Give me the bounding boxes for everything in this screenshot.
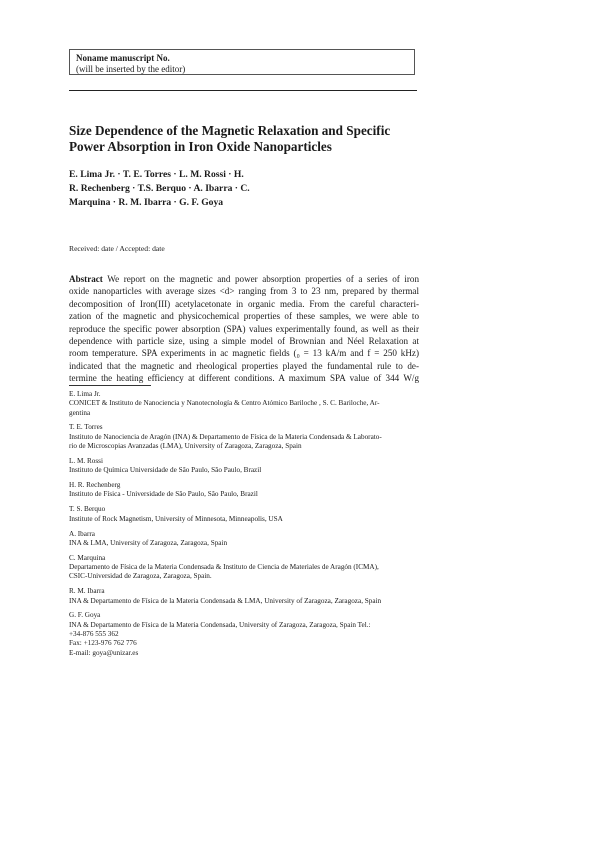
abstract-line: room temperature. SPA experiments in ac magnetic fields (₀ = 13 kA/m and f = 250 kHz) [69,348,419,359]
header-rule [69,90,417,91]
manuscript-number-box [69,49,415,75]
affiliation-address: INA & LMA, University of Zaragoza, Zaragoza, Spain [69,538,228,547]
manuscript-number: Noname manuscript No. [76,53,170,63]
abstract-text: We report on the magnetic and power absorption properties of a series of iron [107,274,420,284]
affiliation-address: CONICET & Instituto de Nanociencia y Nanotecnología & Centro Atómico Bariloche , S. C. Bariloche, Ar- [69,399,380,408]
affiliation-address: Departamento de Física de la Materia Condensada & Instituto de Ciencia de Materiales de Aragón (ICMA), [69,563,379,572]
affiliation-address: INA & Departamento de Física de la Materia Condensada, University of Zaragoza, Zaragoza, Spain Tel.: [69,620,371,629]
footnote-rule [69,385,151,386]
abstract-line: reproduce the specific power absorption (SPA) values experimentally found, as well as their [69,323,419,334]
title-line: Size Dependence of the Magnetic Relaxation and Specific [69,123,391,138]
affiliation-address: gentina [69,408,91,417]
affiliation-entry [69,457,419,476]
affiliation-entry [69,423,419,451]
author-line: E. Lima Jr. · T. E. Torres · L. M. Rossi · H. [69,169,244,180]
affiliation-address: CSIC-Universidad de Zaragoza, Zaragoza, Spain. [69,572,212,581]
affiliation-author: A. Ibarra [69,529,95,538]
abstract-line: zation of the magnetic and physicochemical properties of these samples, we were able to [69,311,419,322]
affiliation-author: G. F. Goya [69,611,101,620]
affiliation-author: R. M. Ibarra [69,587,105,596]
author-list [69,168,299,210]
title-line: Power Absorption in Iron Oxide Nanoparticles [69,139,332,154]
affiliations [69,390,419,663]
affiliation-entry [69,587,419,606]
abstract-label: Abstract [69,274,103,284]
affiliation-entry [69,554,419,582]
affiliation-entry [69,390,419,418]
abstract [69,273,419,385]
abstract-line [69,273,419,285]
affiliation-address: Instituto de Química Universidade de São Paulo, São Paulo, Brazil [69,466,262,475]
affiliation-entry [69,611,419,657]
affiliation-author: H. R. Rechenberg [69,481,121,490]
author-line: R. Rechenberg · T.S. Berquo · A. Ibarra · C. [69,183,250,194]
affiliation-address: +34-876 555 362 [69,629,119,638]
abstract-line: decomposition of Iron(III) acetylacetonate in organic media. From the careful characteri- [69,298,419,309]
affiliation-author: T. E. Torres [69,423,103,432]
abstract-line: termine the heating efficiency at different conditions. A maximum SPA value of 344 W/g [69,373,419,384]
affiliation-address: E-mail: goya@unizar.es [69,648,139,657]
editor-note: (will be inserted by the editor) [76,64,186,74]
affiliation-address: Instituto de Nanociencia de Aragón (INA) & Departamento de Física de la Materia Condensada & Laborato- [69,432,382,441]
affiliation-address: Instituto de Física - Universidade de São Paulo, São Paulo, Brazil [69,490,258,499]
affiliation-address: Fax: +123-976 762 776 [69,639,137,648]
affiliation-address: INA & Departamento de Física de la Materia Condensada & LMA, University of Zaragoza, Zaragoza, Spain [69,596,382,605]
affiliation-entry [69,530,419,549]
affiliation-entry [69,481,419,500]
paper-title [69,123,429,155]
abstract-line: dependence with particle size, using a simple model of Brownian and Néel Relaxation at [69,336,419,347]
affiliation-address: Institute of Rock Magnetism, University of Minnesota, Minneapolis, USA [69,514,283,523]
affiliation-address: rio de Microscopias Avanzadas (LMA), University of Zaragoza, Zaragoza, Spain [69,442,302,451]
affiliation-author: E. Lima Jr. [69,390,101,398]
affiliation-entry [69,505,419,524]
received-accepted-dates: Received: date / Accepted: date [69,244,165,253]
author-line: Marquina · R. M. Ibarra · G. F. Goya [69,197,224,208]
abstract-line: indicated that the magnetic and rheological properties played the fundamental rule to de- [69,360,419,371]
affiliation-author: L. M. Rossi [69,456,103,465]
affiliation-author: T. S. Berquo [69,505,106,514]
abstract-line: oxide nanoparticles with average sizes <d> ranging from 3 to 23 nm, prepared by thermal [69,286,419,297]
affiliation-author: C. Marquina [69,553,106,562]
